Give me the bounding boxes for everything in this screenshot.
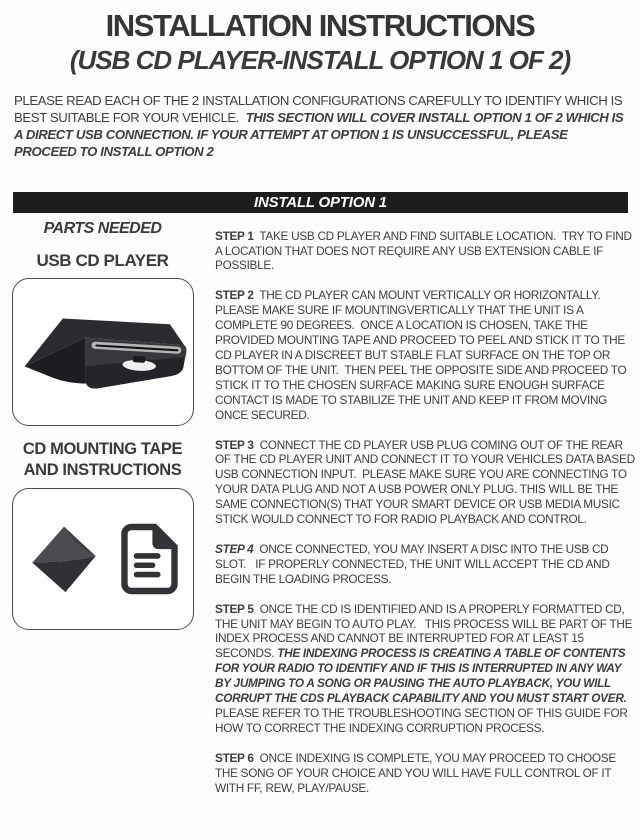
section-header-label: INSTALL OPTION 1 bbox=[254, 193, 387, 211]
step-label: STEP 1 bbox=[215, 228, 254, 243]
step-paragraph bbox=[215, 751, 638, 796]
tape-instructions-box bbox=[12, 488, 194, 630]
parts-needed-heading: PARTS NEEDED bbox=[43, 219, 162, 237]
step-paragraph bbox=[215, 542, 638, 587]
part-label-mounting-tape: CD MOUNTING TAPE AND INSTRUCTIONS bbox=[22, 439, 183, 479]
step-text-segment: ONCE THE CD IS IDENTIFIED AND IS A PROPERLY FORMATTED CD, THE UNIT MAY BEGIN TO AUTO PLAY. THIS PROCESS WILL BE PART OF THE INDEX PROCESS AND CANNOT BE INTERRUPTED FOR AT LEAST 15 SECONDS. bbox=[215, 601, 636, 661]
step-text-segment: THE INDEXING PROCESS IS CREATING A TABLE OF CONTENTS FOR YOUR RADIO TO IDENTIFY AND IF THIS IS INTERRUPTED IN ANY WAY BY JUMPING TO A SONG OR PAUSING THE AUTO PLAYBACK, YOU WILL CORRUPT THE CDS PLAYBACK CAPABILITY AND YOU MUST START OVER. bbox=[215, 646, 629, 706]
steps-list bbox=[205, 216, 640, 811]
step-label: STEP 5 bbox=[215, 601, 254, 616]
intro-emphasis-text: THIS SECTION WILL COVER INSTALL OPTION 1 OF 2 WHICH IS A DIRECT USB CONNECTION. IF YOUR ATTEMPT AT OPTION 1 IS UNSUCCESSFUL, PLEASE PROCEED TO INSTALL OPTION 2 bbox=[14, 109, 627, 159]
part-label-usb-cd-player: USB CD PLAYER bbox=[36, 250, 169, 270]
installation-instructions-page bbox=[0, 8, 640, 840]
step-text-segment: THE CD PLAYER CAN MOUNT VERTICALLY OR HORIZONTALLY. PLEASE MAKE SURE IF MOUNTINGVERTICALLY THAT THE UNIT IS A COMPLETE 90 DEGREES. ONCE A LOCATION IS CHOSEN, TAKE THE PROVIDED MOUNTING TAPE AND PROCEED TO PEEL AND STICK IT TO THE CD PLAYER IN A DISCREET BUT STABLE FLAT SURFACE ON THE TOP OR BOTTOM OF THE UNIT. THEN PEEL THE OPPOSITE SIDE AND PROCEED TO STICK IT TO THE CHOSEN SURFACE MAKING SURE ENOUGH SURFACE CONTACT IS MADE TO STABILIZE THE UNIT AND KEEP IT FROM MOVING ONCE SECURED. bbox=[215, 288, 630, 422]
step-text-segment: ONCE INDEXING IS COMPLETE, YOU MAY PROCEED TO CHOOSE THE SONG OF YOUR CHOICE AND YOU WILL HAVE FULL CONTROL OF IT WITH FF, REW, PLAY/PAUSE. bbox=[215, 750, 619, 795]
step-paragraph bbox=[215, 229, 638, 274]
step-text-segment: CONNECT THE CD PLAYER USB PLUG COMING OUT OF THE REAR OF THE CD PLAYER UNIT AND CONNECT IT TO YOUR VEHICLES DATA BASED USB CONNECTION INPUT. PLEASE MAKE SURE YOU ARE CONNECTING TO YOUR DATA PLUG AND NOT A USB POWER ONLY PLUG. THIS WILL BE THE SAME CONNECTION(S) THAT YOUR SMART DEVICE OR USB MEDIA MUSIC STICK WOULD CONNECT TO FOR RADIO PLAYBACK AND CONTROL. bbox=[215, 437, 638, 527]
step-text-segment: PLEASE REFER TO THE TROUBLESHOOTING SECTION OF THIS GUIDE FOR HOW TO CORRECT THE INDEXING CORRUPTION PROCESS. bbox=[215, 691, 633, 735]
cd-player-photo-icon bbox=[15, 292, 191, 412]
page-subtitle: (USB CD PLAYER-INSTALL OPTION 1 OF 2) bbox=[69, 45, 571, 75]
step-label: STEP 4 bbox=[215, 541, 254, 556]
step-label: STEP 2 bbox=[215, 288, 254, 303]
page-title: INSTALLATION INSTRUCTIONS bbox=[105, 8, 535, 43]
parts-panel bbox=[0, 216, 205, 811]
step-text-segment: ONCE CONNECTED, YOU MAY INSERT A DISC INTO THE USB CD SLOT. IF PROPERLY CONNECTED, THE UNIT WILL ACCEPT THE CD AND BEGIN THE LOADING PROCESS. bbox=[215, 541, 613, 586]
section-header-bar bbox=[13, 192, 628, 213]
mounting-tape-icon bbox=[28, 515, 100, 603]
step-label: STEP 6 bbox=[215, 750, 254, 765]
step-text-segment: TAKE USB CD PLAYER AND FIND SUITABLE LOCATION. TRY TO FIND A LOCATION THAT DOES NOT REQUIRE ANY USB EXTENSION CABLE IF POSSIBLE. bbox=[215, 228, 635, 273]
step-paragraph bbox=[215, 438, 638, 527]
instructions-document-icon bbox=[114, 515, 178, 603]
content-columns bbox=[0, 216, 640, 811]
step-label: STEP 3 bbox=[215, 437, 254, 452]
step-paragraph bbox=[215, 288, 638, 422]
step-paragraph bbox=[215, 602, 638, 736]
intro-lead-text: PLEASE READ EACH OF THE 2 INSTALLATION CONFIGURATIONS CAREFULLY TO IDENTIFY WHICH IS BEST SUITABLE FOR YOUR VEHICLE. bbox=[14, 93, 626, 125]
cd-player-image-box bbox=[12, 278, 194, 426]
intro-paragraph bbox=[14, 93, 628, 161]
